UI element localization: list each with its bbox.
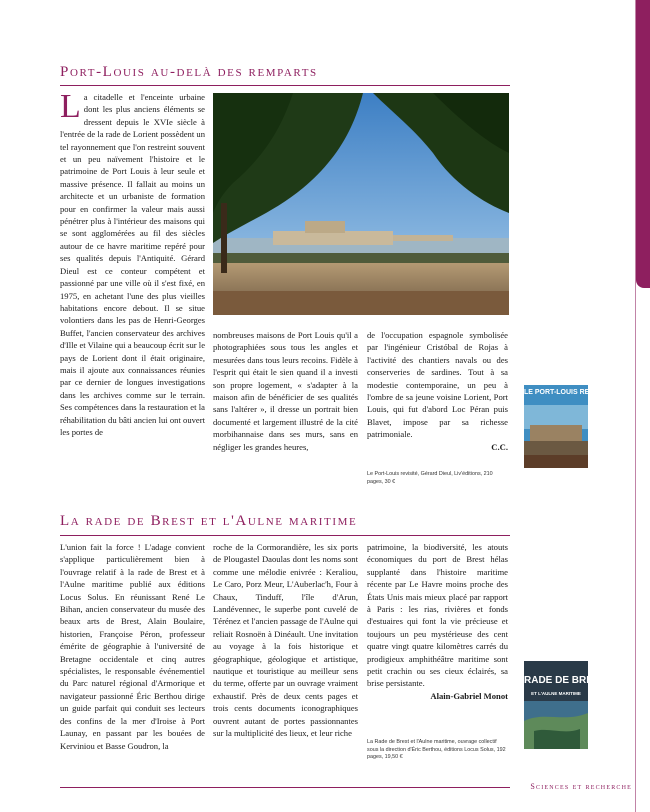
article-title-rade-de-brest: La rade de Brest et l'Aulne maritime <box>60 513 358 529</box>
article1-column-3 <box>367 329 508 452</box>
section-footer: Sciences et recherche <box>530 782 632 791</box>
book-cover-subtitle: ET L'AULNE MARITIME <box>531 691 581 696</box>
book-cover-port-louis <box>524 385 612 468</box>
article2-column-2: roche de la Cormorandière, les six ports de Plougastel Daoulas dont les noms sont comme une mélodie enivrée : Keraliou, Le Caro, Porz Meur, L'Auberlac'h, Four à Chaux, Tinduff, l'île d'Arun, Landévennec, le superbe pont cuvelé de Térénez et l'ancien passage de l'Aulne qui reliait Rosnoën à Dinéault. Une invitation au voyage à la fois historique et géographique, géologique et artistique, nautique et touristique au meilleur sens du terme, offerte par un ouvrage vraiment exhaustif. Près de deux cents pages et trois cents documents iconographiques ouvrent autant de portes passionnantes sur la multiplicité des lieux, et leur riche <box>213 542 358 739</box>
book-caption-rade-de-brest: La Rade de Brest et l'Aulne maritime, ouvrage collectif sous la direction d'Éric Berthou, éditions Locus Solus, 192 pages, 19,50 € <box>367 739 506 761</box>
footer-rule <box>60 787 510 788</box>
book-cover-rade-de-brest <box>524 661 606 749</box>
article1-col3-text: de l'occupation espagnole symbolisée par l'ingénieur Cristóbal de Rojas à l'activité des chantiers navals ou des conserveries de sardines. Tout à sa modestie contemporaine, un peu à l'ombre de sa jeune voisine Lorient, Port Louis, qui fut d'abord Loc Péran puis Blavet, impose par sa richesse patrimoniale. <box>367 330 508 440</box>
article2-column-3 <box>367 541 508 721</box>
title-rule <box>60 535 510 536</box>
book-caption-port-louis: Le Port-Louis revisité, Gérard Dieul, Liv'éditions, 210 pages, 30 € <box>367 471 493 485</box>
title-rule <box>60 85 510 86</box>
article1-signature: C.C. <box>491 441 508 452</box>
article2-signature: Alain-Gabriel Monot <box>430 690 508 701</box>
article-title-port-louis: Port-Louis au-delà des remparts <box>60 64 318 80</box>
section-tab <box>636 0 650 288</box>
article1-column-1 <box>60 88 206 485</box>
drop-cap: L <box>60 88 81 125</box>
article2-column-1: L'union fait la force ! L'adage convient s'applique particulièrement bien à l'ouvrage relatif à la rade de Brest et à l'Aulne maritime publié aux éditions Locus Solus. En réunissant René Le Bihan, ancien conservateur du musée des beaux arts de Brest, Alain Boulaire, historien, Françoise Péron, professeur émérite de géographie à l'université de Bretagne occidentale et cinq autres spécialistes, le responsable événementiel du Parc naturel régional d'Armorique et navigateur passionné Éric Berthou dirige un guide parfait qui conduit ses lecteurs des confins de la mer d'Iroise à Port Launay, en passant par les bouées de Kerviniou et Basse Goudron, la <box>60 542 205 751</box>
citadel-photo <box>213 93 509 315</box>
book-cover-title: LE PORT-LOUIS REVISITÉ <box>524 389 612 396</box>
article1-column-2: nombreuses maisons de Port Louis qu'il a photographiées sous tous les angles et mesurées dans tous leurs recoins. Fidèle à l'esprit qui était le sien quand il a investi son propre logement, « s'adapter à la maison afin de bénéficier de ses qualités sans l'altérer », il dresse un portrait bien documenté et largement illustré de la cité morbihannaise dans ses murs, sans en négliger les grandes heures, <box>213 330 358 452</box>
article1-col1-text: a citadelle et l'enceinte urbaine dont les plus anciens éléments se dressent depuis le XVIe siècle à l'entrée de la rade de Lorient possèdent un tel rayonnement que l'on restreint souvent et un peu naïvement l'histoire et le patrimoine de Port Louis à leur seule et massive présence. Il fallait au moins un architecte et un urbaniste de formation pour en confirmer la valeur mais aussi pénétrer plus à l'intérieur des maisons qui se sont agglomérées au fil des siècles autour de ce havre maritime repéré pour ses qualités depuis l'Antiquité. Gérard Dieul est ce conteur compétent et passionné par une ville où il s'est fixé, en 1975, en achetant l'une des plus vieilles habitations encore debout. Il se situe volontiers dans les pas de Henri-Georges Buffet, l'ancien conservateur des archives d'Ille et Vilaine qui a beaucoup écrit sur le pays de Lorient dont il était originaire, mais il ajoute aux connaissances réunies par ce dernier de longues investigations dans les archives comme sur le terrain. Ses compétences dans la restauration et la réhabilitation du bâti ancien lui ont ouvert les portes de <box>60 92 206 437</box>
book-cover-title: RADE DE BREST <box>524 675 606 686</box>
article2-col3-text: patrimoine, la biodiversité, les atouts économiques du port de Brest hélas supplanté dans l'histoire maritime récente par Le Havre moins proche des États Unis mais mieux placé par rapport à Paris : les rias, rivières et fonds d'estuaires qui font la vie précieuse et toujours un peu mystérieuse des cent quatre vingt quatre kilomètres carrés du prodigieux amphithéâtre maritime sont petit crachin ou ses cieux éclairés, sa brise persistante. <box>367 542 508 689</box>
